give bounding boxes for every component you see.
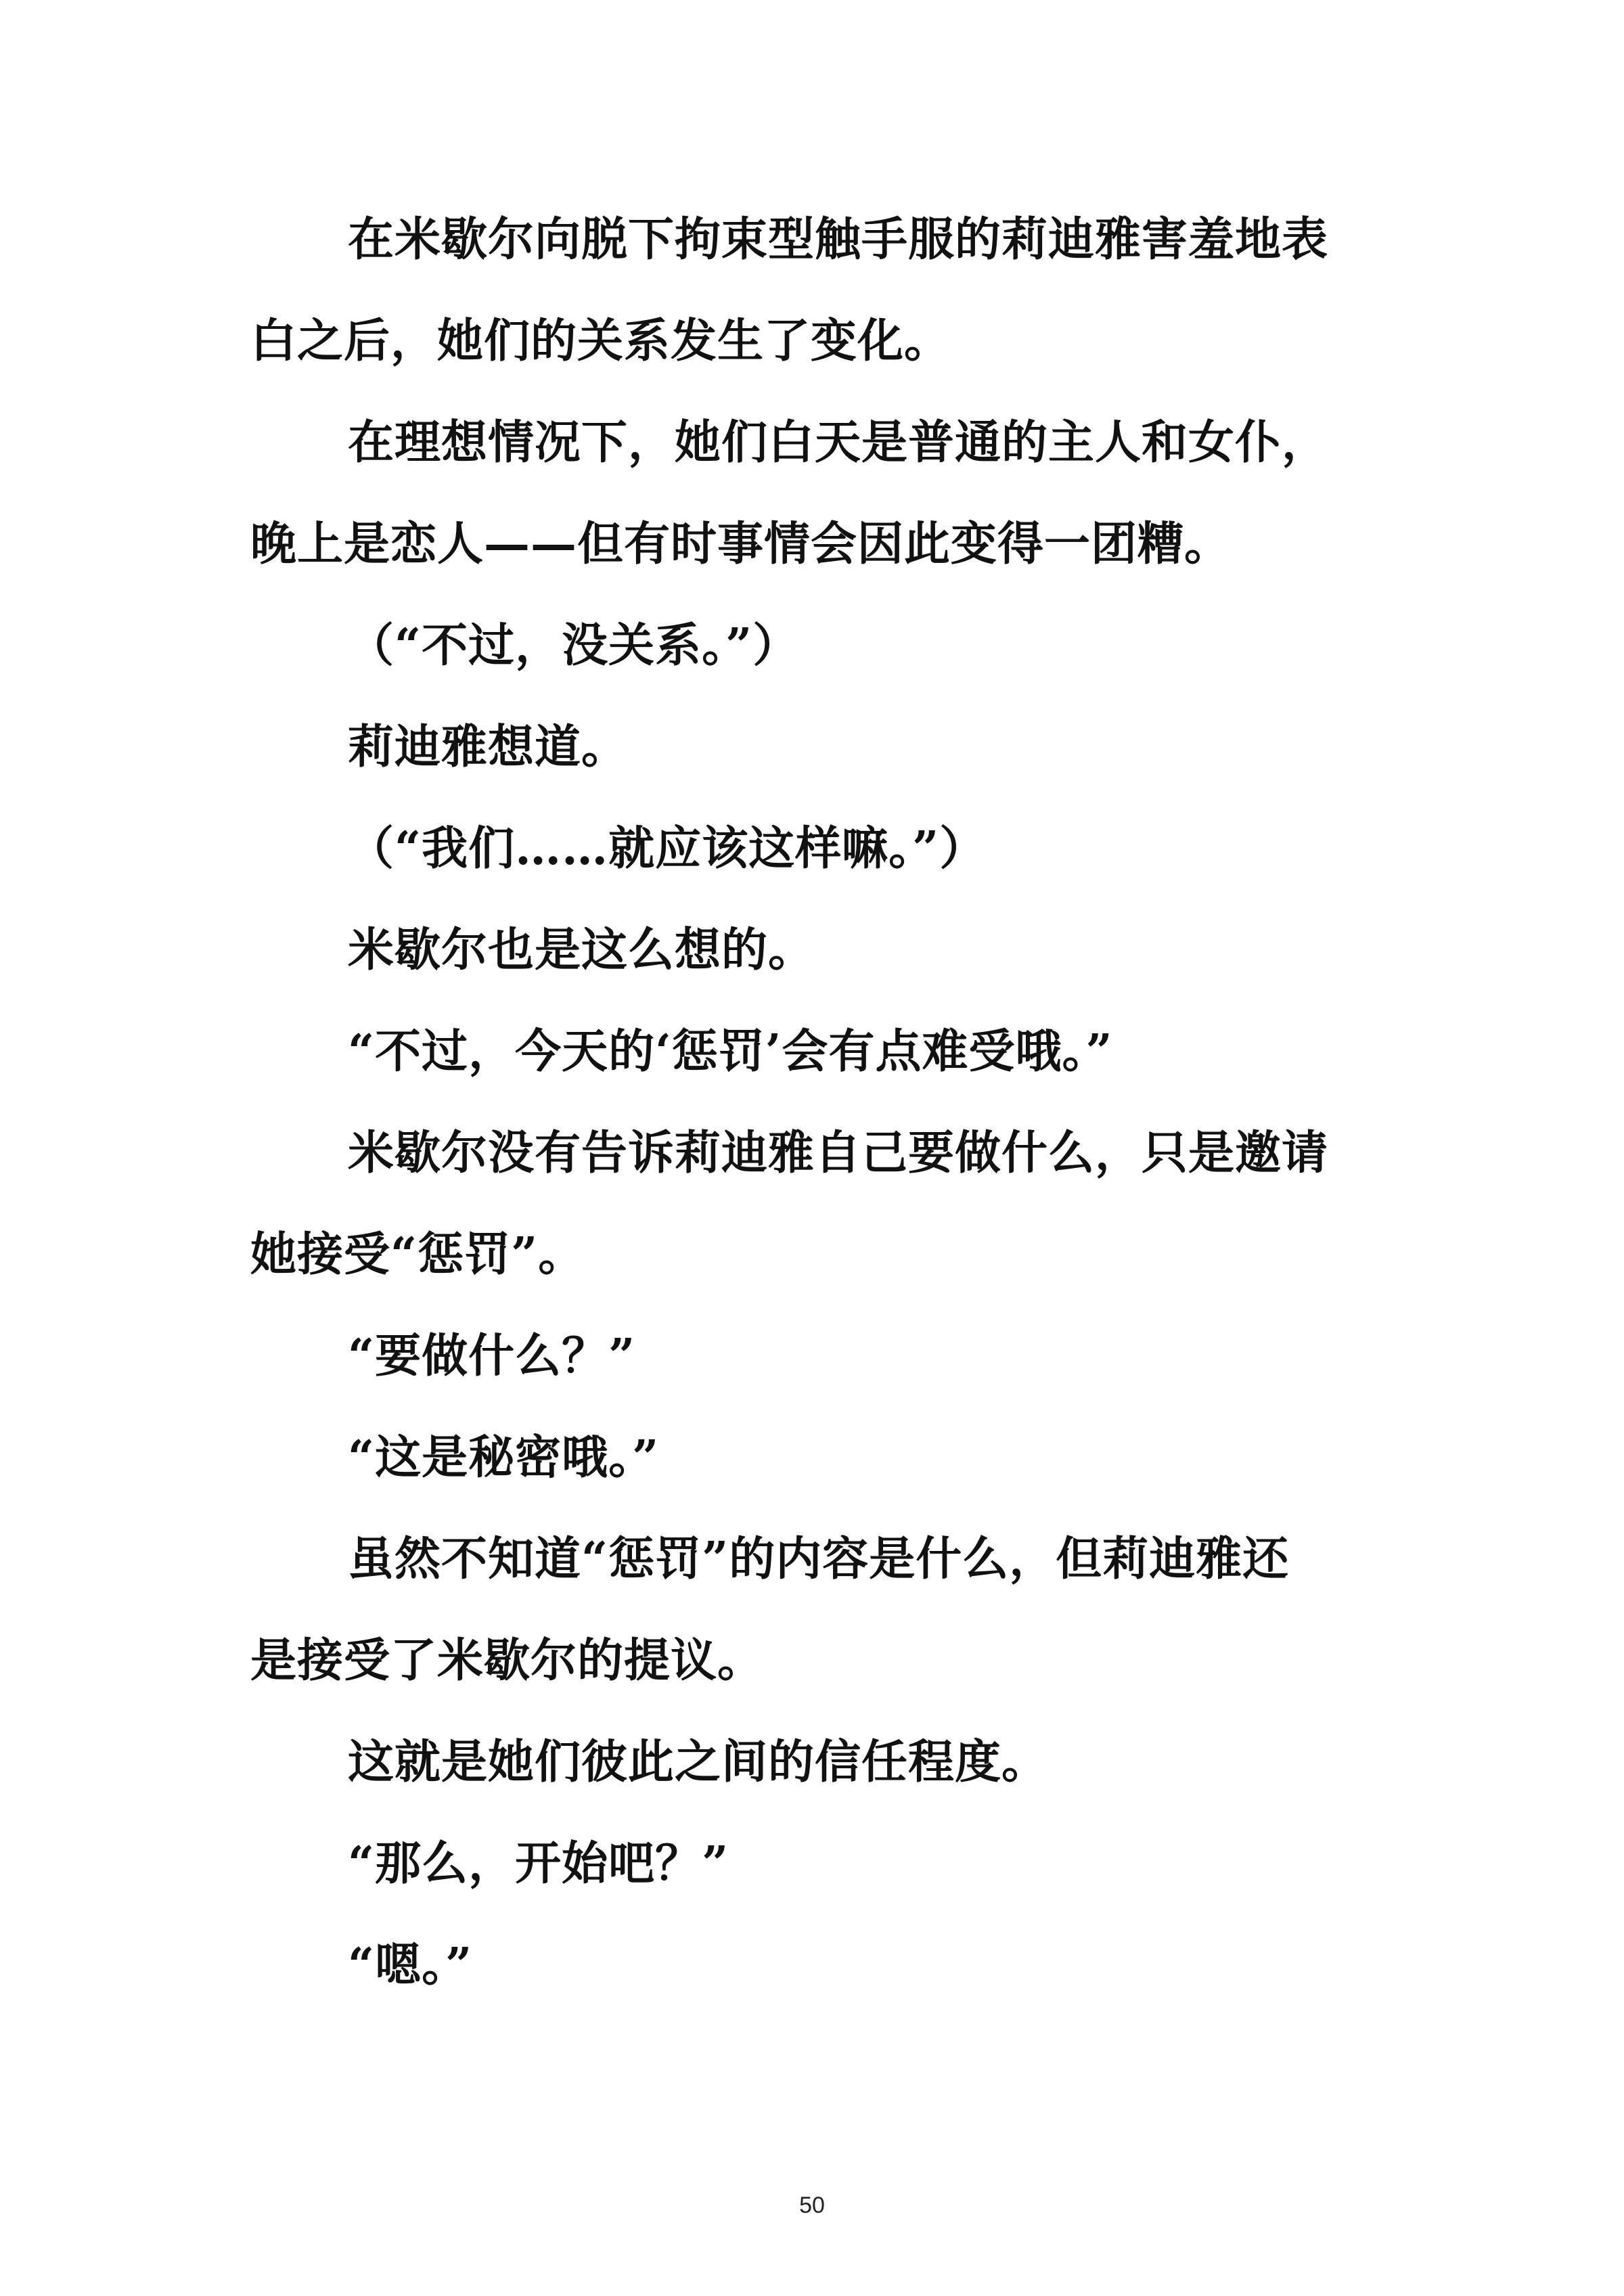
paragraph-line: “要做什么？” [348, 1329, 636, 1383]
paragraph-line: “嗯。” [348, 1938, 473, 1992]
paragraph-line: “那么，开始吧？” [348, 1837, 729, 1891]
paragraph-line: （“我们……就应该这样嘛。”） [348, 821, 987, 876]
paragraph-line: （“不过，没关系。”） [348, 618, 800, 673]
paragraph-line: 白之后，她们的关系发生了变化。 [250, 314, 951, 368]
paragraph-line: 在米歇尔向脱下拘束型触手服的莉迪雅害羞地表 [348, 212, 1329, 267]
paragraph-line: 晚上是恋人——但有时事情会因此变得一团糟。 [250, 517, 1232, 571]
paragraph-line: 在理想情况下，她们白天是普通的主人和女仆， [348, 415, 1329, 470]
paragraph-line: 米歇尔没有告诉莉迪雅自己要做什么，只是邀请 [348, 1126, 1329, 1180]
paragraph-line: “这是秘密哦。” [348, 1431, 660, 1485]
paragraph-line: 她接受“惩罚”。 [250, 1228, 585, 1282]
body-text [250, 212, 1401, 2042]
paragraph-line: 米歇尔也是这么想的。 [348, 923, 815, 977]
paragraph-line: 这就是她们彼此之间的信任程度。 [348, 1735, 1049, 1789]
paragraph-line: 莉迪雅想道。 [348, 720, 629, 774]
paragraph-line: “不过，今天的‘惩罚’会有点难受哦。” [348, 1025, 1113, 1079]
paragraph-line: 虽然不知道“惩罚”的内容是什么，但莉迪雅还 [348, 1532, 1290, 1586]
paragraph-line: 是接受了米歇尔的提议。 [250, 1634, 765, 1688]
page-number: 50 [799, 2192, 825, 2218]
